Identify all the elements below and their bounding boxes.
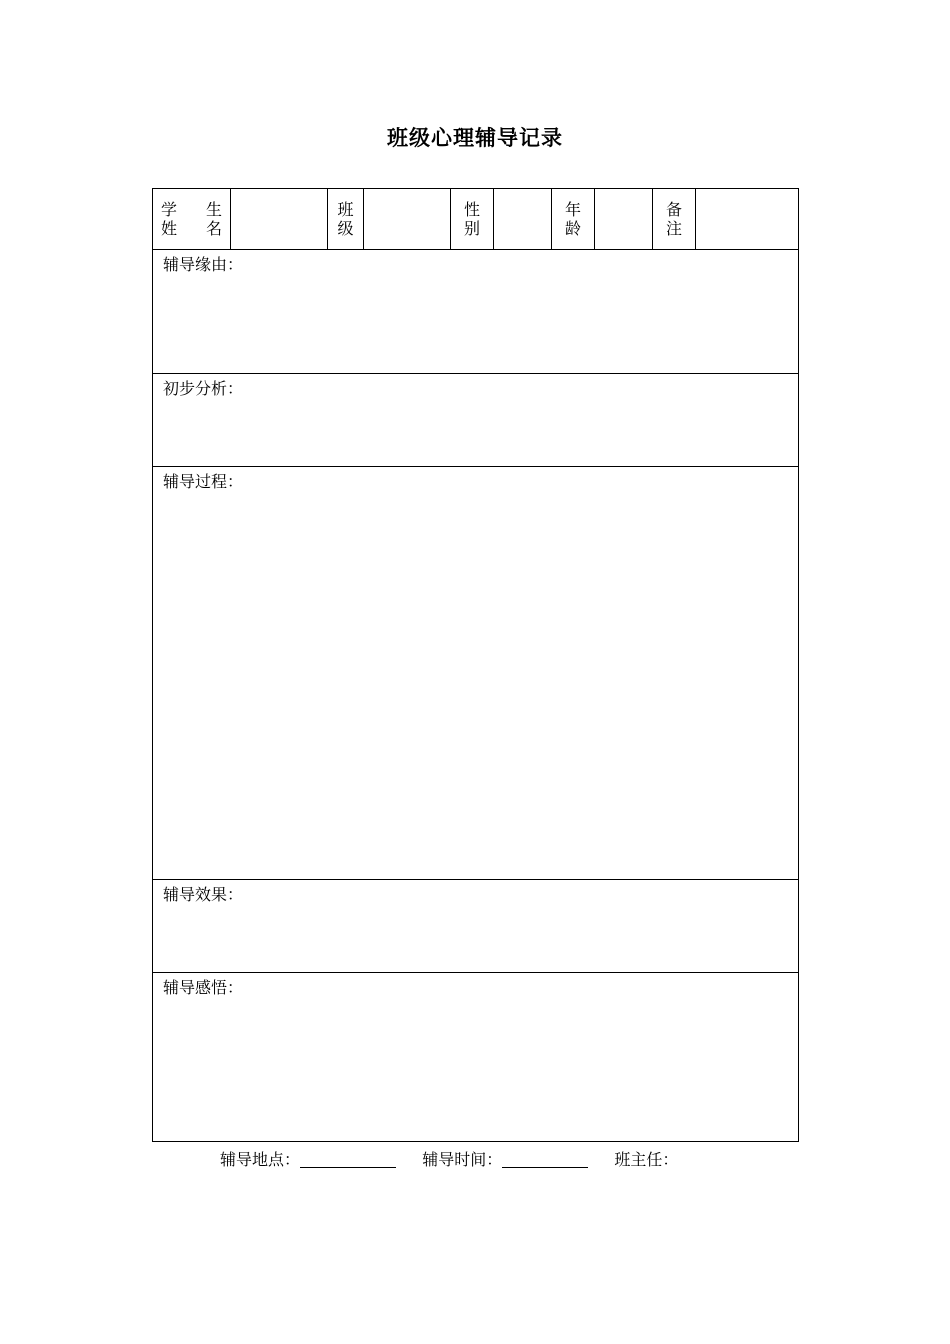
teacher-label: 班主任： bbox=[614, 1150, 679, 1169]
class-label: 班 级 bbox=[328, 189, 364, 250]
process-row bbox=[153, 467, 799, 880]
process-label: 辅导过程： bbox=[163, 472, 244, 491]
analysis-row bbox=[153, 374, 799, 467]
analysis-label: 初步分析： bbox=[163, 379, 244, 398]
gender-label: 性 别 bbox=[451, 189, 494, 250]
process-section[interactable] bbox=[153, 467, 799, 880]
info-row bbox=[153, 189, 799, 250]
effect-section[interactable] bbox=[153, 880, 799, 973]
location-blank[interactable] bbox=[300, 1149, 396, 1168]
student-name-label: 学 生 姓 名 bbox=[153, 189, 231, 250]
remark-field[interactable] bbox=[696, 189, 799, 250]
signature-footer bbox=[220, 1147, 678, 1170]
reason-section[interactable] bbox=[153, 250, 799, 374]
analysis-section[interactable] bbox=[153, 374, 799, 467]
age-field[interactable] bbox=[595, 189, 653, 250]
time-label: 辅导时间： bbox=[422, 1150, 503, 1169]
insight-section[interactable] bbox=[153, 973, 799, 1142]
page-title: 班级心理辅导记录 bbox=[387, 126, 563, 150]
gender-field[interactable] bbox=[494, 189, 552, 250]
insight-label: 辅导感悟： bbox=[163, 978, 244, 997]
time-blank[interactable] bbox=[502, 1149, 588, 1168]
student-name-field[interactable] bbox=[231, 189, 328, 250]
effect-row bbox=[153, 880, 799, 973]
age-label: 年 龄 bbox=[552, 189, 595, 250]
location-label: 辅导地点： bbox=[220, 1150, 301, 1169]
reason-label: 辅导缘由： bbox=[163, 255, 244, 274]
remark-label: 备 注 bbox=[653, 189, 696, 250]
record-form-table bbox=[152, 188, 799, 1142]
reason-row bbox=[153, 250, 799, 374]
insight-row bbox=[153, 973, 799, 1142]
class-field[interactable] bbox=[364, 189, 451, 250]
effect-label: 辅导效果： bbox=[163, 885, 244, 904]
